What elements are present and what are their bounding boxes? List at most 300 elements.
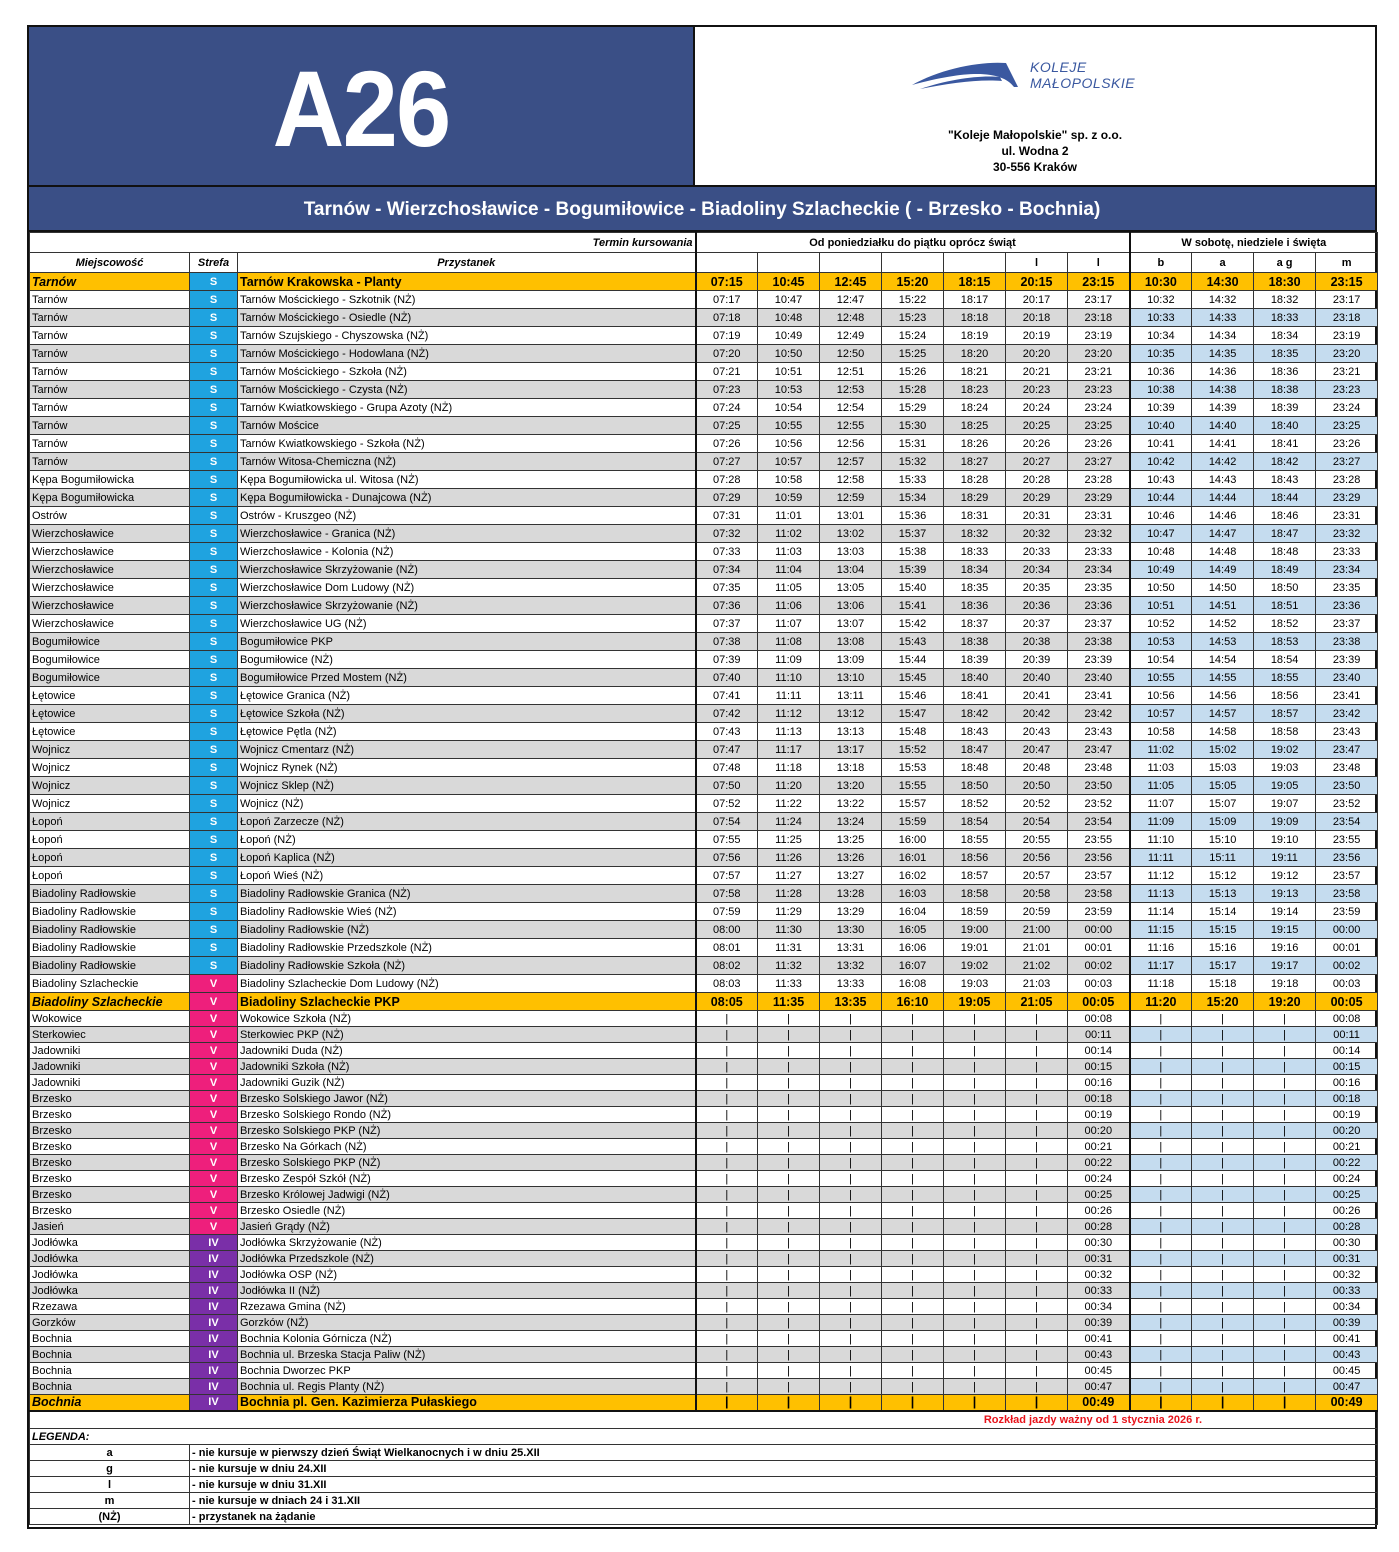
zone-badge: V [190,1107,238,1123]
operator-logo [910,57,1150,97]
weekend-departure: | [1192,1363,1254,1379]
weekend-departure: 11:20 [1130,993,1192,1011]
weekday-departure: | [944,1187,1006,1203]
weekday-departure: 20:32 [1006,525,1068,543]
timetable-row [30,831,1378,849]
weekday-departure: 08:03 [696,975,758,993]
weekend-departure: 11:11 [1130,849,1192,867]
weekday-departure: | [696,1123,758,1139]
weekend-departure: 10:55 [1130,669,1192,687]
zone-badge: S [190,345,238,363]
town-cell: Wierzchosławice [30,525,190,543]
weekend-departure: 10:53 [1130,633,1192,651]
weekday-departure: | [696,1219,758,1235]
stop-name: Wierzchosławice Dom Ludowy (NŻ) [238,579,696,597]
timetable-row [30,777,1378,795]
timetable-row [30,741,1378,759]
zone-badge: V [190,1171,238,1187]
zone-badge: S [190,651,238,669]
weekday-departure: | [944,1379,1006,1395]
weekday-departure: 15:57 [882,795,944,813]
stop-name: Łętowice Pętla (NŻ) [238,723,696,741]
weekend-departure: 23:26 [1316,435,1378,453]
weekend-departure: 14:53 [1192,633,1254,651]
weekend-departure: | [1254,1123,1316,1139]
stop-name: Wierzchosławice Skrzyżowanie (NŻ) [238,597,696,615]
zone-badge: S [190,867,238,885]
weekday-departure: 07:41 [696,687,758,705]
weekday-departure: 13:27 [820,867,882,885]
town-cell: Wojnicz [30,759,190,777]
zone-badge: V [190,1123,238,1139]
weekday-departure: | [1006,1235,1068,1251]
weekend-departure: 15:14 [1192,903,1254,921]
zone-badge: S [190,615,238,633]
weekend-departure: 10:33 [1130,309,1192,327]
weekday-departure: | [820,1299,882,1315]
weekend-departure: 23:43 [1316,723,1378,741]
stop-name: Jodłówka II (NŻ) [238,1283,696,1299]
town-cell: Jodłówka [30,1283,190,1299]
weekday-departure: | [1006,1043,1068,1059]
weekday-departure: 20:43 [1006,723,1068,741]
timetable-row [30,993,1378,1011]
timetable-row [30,1283,1378,1299]
weekday-departure: 18:27 [944,453,1006,471]
weekend-departure: 14:57 [1192,705,1254,723]
stop-name: Bochnia ul. Regis Planty (NŻ) [238,1379,696,1395]
weekday-departure: 20:28 [1006,471,1068,489]
weekday-departure: 13:32 [820,957,882,975]
weekday-departure: 11:13 [758,723,820,741]
weekend-departure: | [1192,1347,1254,1363]
valid-from-notice: Rozkład jazdy ważny od 1 stycznia 2026 r. [30,1411,1378,1429]
weekday-departure: 00:30 [1068,1235,1130,1251]
weekday-departure: | [696,1011,758,1027]
weekend-departure: 19:17 [1254,957,1316,975]
weekday-departure: 07:52 [696,795,758,813]
timetable-row [30,633,1378,651]
weekend-departure: 00:47 [1316,1379,1378,1395]
timetable-row [30,543,1378,561]
weekday-departure: | [820,1091,882,1107]
weekday-departure: | [882,1187,944,1203]
weekend-departure: 18:58 [1254,723,1316,741]
weekend-departure: 18:50 [1254,579,1316,597]
timetable-row [30,867,1378,885]
weekday-departure: 19:03 [944,975,1006,993]
weekend-departure: 14:33 [1192,309,1254,327]
weekend-departure: 10:40 [1130,417,1192,435]
zone-badge: V [190,1011,238,1027]
weekend-departure: 10:50 [1130,579,1192,597]
town-cell: Brzesko [30,1139,190,1155]
weekday-departure: 10:57 [758,453,820,471]
weekend-departure: 23:19 [1316,327,1378,345]
weekday-departure: 20:17 [1006,291,1068,309]
weekend-departure: | [1130,1315,1192,1331]
zone-badge: V [190,1091,238,1107]
weekend-departure: 18:39 [1254,399,1316,417]
weekday-departure: | [696,1395,758,1411]
weekday-departure: | [944,1283,1006,1299]
weekday-departure: 11:05 [758,579,820,597]
weekend-departure: 10:30 [1130,273,1192,291]
weekday-departure: 00:34 [1068,1299,1130,1315]
zone-badge: IV [190,1347,238,1363]
weekday-departure: 00:14 [1068,1043,1130,1059]
weekend-departure: 18:54 [1254,651,1316,669]
weekend-departure: 10:43 [1130,471,1192,489]
stop-name: Bogumiłowice PKP [238,633,696,651]
weekday-departure: 16:10 [882,993,944,1011]
weekday-departure: | [1006,1187,1068,1203]
weekday-departure: 15:32 [882,453,944,471]
timetable-row [30,939,1378,957]
weekday-departure: 18:34 [944,561,1006,579]
weekday-departure: | [1006,1155,1068,1171]
stop-name: Biadoliny Szlacheckie Dom Ludowy (NŻ) [238,975,696,993]
weekday-departure: 11:03 [758,543,820,561]
weekend-departure: 15:15 [1192,921,1254,939]
weekday-departure: 23:20 [1068,345,1130,363]
weekday-departure: | [820,1123,882,1139]
weekday-departure: 23:33 [1068,543,1130,561]
weekday-departure: | [696,1075,758,1091]
timetable-row [30,1363,1378,1379]
legend-description: - nie kursuje w dniu 24.XII [190,1461,1378,1477]
logo-line-1: KOLEJE [1030,59,1087,75]
weekend-departure: | [1254,1395,1316,1411]
weekend-departure: 19:11 [1254,849,1316,867]
weekend-departure: | [1130,1011,1192,1027]
weekday-departure: 23:37 [1068,615,1130,633]
weekday-departure: 15:45 [882,669,944,687]
weekday-departure: 10:56 [758,435,820,453]
town-cell: Wokowice [30,1011,190,1027]
timetable-frame [27,25,1377,1529]
weekday-departure: | [696,1139,758,1155]
zone-badge: S [190,507,238,525]
weekday-departure: 07:26 [696,435,758,453]
weekend-departure: 00:14 [1316,1043,1378,1059]
zone-badge: S [190,363,238,381]
weekday-departure: | [1006,1059,1068,1075]
town-cell: Wierzchosławice [30,597,190,615]
zone-badge: S [190,561,238,579]
stop-name: Brzesko Na Górkach (NŻ) [238,1139,696,1155]
weekday-departure: 23:34 [1068,561,1130,579]
weekday-departure: | [758,1331,820,1347]
stop-name: Brzesko Solskiego Jawor (NŻ) [238,1091,696,1107]
town-cell: Łopoń [30,867,190,885]
weekend-departure: 11:09 [1130,813,1192,831]
weekend-departure: | [1254,1075,1316,1091]
stop-name: Wojnicz Sklep (NŻ) [238,777,696,795]
weekend-course-note: m [1316,253,1378,273]
weekday-departure: | [882,1395,944,1411]
weekend-departure: | [1130,1075,1192,1091]
column-header-stop: Przystanek [238,253,696,273]
town-cell: Jasień [30,1219,190,1235]
legend-description: - nie kursuje w dniach 24 i 31.XII [190,1493,1378,1509]
weekday-departure: 23:48 [1068,759,1130,777]
legend-description: - nie kursuje w pierwszy dzień Świąt Wielkanocnych i w dniu 25.XII [190,1445,1378,1461]
weekday-departure: 10:55 [758,417,820,435]
weekend-course-note: b [1130,253,1192,273]
stop-name: Rzezawa Gmina (NŻ) [238,1299,696,1315]
weekend-departure: 10:36 [1130,363,1192,381]
zone-badge: S [190,903,238,921]
weekend-departure: 14:30 [1192,273,1254,291]
weekend-departure: 23:23 [1316,381,1378,399]
stop-name: Biadoliny Radłowskie (NŻ) [238,921,696,939]
weekday-departure: | [1006,1203,1068,1219]
stop-name: Jasień Grądy (NŻ) [238,1219,696,1235]
weekday-departure: 15:47 [882,705,944,723]
weekday-departure: 13:04 [820,561,882,579]
weekday-departure: 18:15 [944,273,1006,291]
weekday-departure: 07:42 [696,705,758,723]
timetable-row [30,471,1378,489]
weekend-departure: 19:18 [1254,975,1316,993]
weekday-departure: 20:52 [1006,795,1068,813]
weekday-departure: 20:18 [1006,309,1068,327]
weekday-departure: 07:57 [696,867,758,885]
weekday-departure: 23:40 [1068,669,1130,687]
stop-name: Łętowice Granica (NŻ) [238,687,696,705]
weekday-departure: | [820,1235,882,1251]
weekday-departure: 23:36 [1068,597,1130,615]
town-cell: Jadowniki [30,1059,190,1075]
stop-name: Łopoń Zarzecze (NŻ) [238,813,696,831]
stop-name: Bochnia Kolonia Górnicza (NŻ) [238,1331,696,1347]
stop-name: Bochnia Dworzec PKP [238,1363,696,1379]
weekday-departure: | [696,1251,758,1267]
town-cell: Tarnów [30,327,190,345]
weekend-departure: 11:17 [1130,957,1192,975]
stop-name: Tarnów Mościckiego - Szkotnik (NŻ) [238,291,696,309]
weekday-departure: 18:48 [944,759,1006,777]
weekday-departure: 07:54 [696,813,758,831]
stop-name: Kępa Bogumiłowicka - Dunajcowa (NŻ) [238,489,696,507]
weekday-departure: 23:54 [1068,813,1130,831]
weekday-departure: | [820,1395,882,1411]
timetable-row [30,1235,1378,1251]
weekday-departure: 12:54 [820,399,882,417]
weekend-departure: | [1130,1283,1192,1299]
weekday-departure: | [758,1283,820,1299]
weekend-departure: | [1192,1027,1254,1043]
weekday-departure: | [820,1267,882,1283]
weekend-departure: | [1254,1315,1316,1331]
weekday-departure: 23:31 [1068,507,1130,525]
weekend-departure: 00:21 [1316,1139,1378,1155]
weekday-departure: 15:23 [882,309,944,327]
stop-name: Brzesko Królowej Jadwigi (NŻ) [238,1187,696,1203]
weekend-departure: 10:58 [1130,723,1192,741]
weekday-departure: 20:39 [1006,651,1068,669]
weekday-departure: 11:35 [758,993,820,1011]
weekday-departure: 18:28 [944,471,1006,489]
weekday-departure: 23:42 [1068,705,1130,723]
town-cell: Łętowice [30,687,190,705]
weekday-departure: | [882,1091,944,1107]
weekday-departure: 00:20 [1068,1123,1130,1139]
weekday-departure: 20:33 [1006,543,1068,561]
weekend-departure: 11:12 [1130,867,1192,885]
weekday-departure: 21:05 [1006,993,1068,1011]
weekday-departure: 10:54 [758,399,820,417]
weekday-departure: 12:55 [820,417,882,435]
weekend-departure: 15:18 [1192,975,1254,993]
weekday-departure: 12:50 [820,345,882,363]
timetable-row [30,615,1378,633]
weekend-departure: 15:17 [1192,957,1254,975]
weekend-departure: | [1254,1267,1316,1283]
weekend-departure: 00:25 [1316,1187,1378,1203]
weekend-departure: | [1254,1379,1316,1395]
town-cell: Bochnia [30,1331,190,1347]
timetable-row [30,453,1378,471]
weekday-departure: 15:20 [882,273,944,291]
weekday-departure: 10:47 [758,291,820,309]
weekday-departure: | [944,1123,1006,1139]
timetable-row [30,579,1378,597]
town-cell: Tarnów [30,399,190,417]
weekend-departure: 14:34 [1192,327,1254,345]
weekday-departure: 18:35 [944,579,1006,597]
stop-name: Tarnów Mościckiego - Hodowlana (NŻ) [238,345,696,363]
weekend-departure: 00:26 [1316,1203,1378,1219]
weekend-departure: 23:21 [1316,363,1378,381]
zone-badge: S [190,921,238,939]
weekday-departure: 23:26 [1068,435,1130,453]
weekend-departure: 19:20 [1254,993,1316,1011]
weekday-departure: 07:47 [696,741,758,759]
weekday-departure: | [1006,1139,1068,1155]
weekday-departure: | [820,1107,882,1123]
weekend-departure: 00:19 [1316,1107,1378,1123]
weekday-departure: | [758,1139,820,1155]
stop-name: Bochnia ul. Brzeska Stacja Paliw (NŻ) [238,1347,696,1363]
weekend-departure: | [1192,1235,1254,1251]
weekday-departure: | [882,1203,944,1219]
weekend-departure: 11:14 [1130,903,1192,921]
weekday-departure: 18:36 [944,597,1006,615]
timetable-row [30,1203,1378,1219]
weekday-departure: 15:39 [882,561,944,579]
weekday-departure: 15:43 [882,633,944,651]
weekend-departure: 23:52 [1316,795,1378,813]
weekday-departure: | [696,1171,758,1187]
weekend-departure: 23:39 [1316,651,1378,669]
weekday-departure: 07:59 [696,903,758,921]
weekday-departure: 18:59 [944,903,1006,921]
weekday-departure: | [1006,1171,1068,1187]
weekend-departure: 23:55 [1316,831,1378,849]
town-cell: Sterkowiec [30,1027,190,1043]
timetable-row [30,957,1378,975]
weekday-departure: 07:24 [696,399,758,417]
timetable-row [30,669,1378,687]
weekday-departure: 15:52 [882,741,944,759]
weekend-departure: 18:36 [1254,363,1316,381]
town-cell: Brzesko [30,1107,190,1123]
weekend-departure: 14:35 [1192,345,1254,363]
weekday-departure: 00:26 [1068,1203,1130,1219]
weekday-departure: | [944,1043,1006,1059]
weekday-departure: 20:50 [1006,777,1068,795]
zone-badge: IV [190,1395,238,1411]
weekday-departure: | [696,1315,758,1331]
weekday-departure: 18:32 [944,525,1006,543]
timetable-row [30,489,1378,507]
weekday-departure: | [758,1091,820,1107]
weekday-departure: | [820,1059,882,1075]
zone-badge: V [190,1155,238,1171]
weekend-departure: | [1192,1075,1254,1091]
weekend-departure: | [1254,1027,1316,1043]
town-cell: Brzesko [30,1091,190,1107]
weekend-departure: 23:41 [1316,687,1378,705]
zone-badge: S [190,957,238,975]
weekday-departure: 21:03 [1006,975,1068,993]
weekday-departure: 23:55 [1068,831,1130,849]
weekend-departure: | [1254,1331,1316,1347]
weekday-departure: 20:29 [1006,489,1068,507]
zone-badge: S [190,399,238,417]
weekday-departure: | [820,1331,882,1347]
weekday-departure: | [882,1331,944,1347]
weekday-departure: 23:23 [1068,381,1130,399]
weekend-departure: | [1254,1043,1316,1059]
timetable-row [30,759,1378,777]
zone-badge: S [190,435,238,453]
weekend-departure: | [1192,1299,1254,1315]
weekday-departure: 20:34 [1006,561,1068,579]
town-cell: Brzesko [30,1171,190,1187]
weekday-departure: 23:25 [1068,417,1130,435]
timetable-row [30,1059,1378,1075]
weekday-departure: 13:03 [820,543,882,561]
weekend-departure: 18:51 [1254,597,1316,615]
weekday-departure: 15:28 [882,381,944,399]
weekend-departure: 00:41 [1316,1331,1378,1347]
weekend-departure: | [1130,1155,1192,1171]
weekday-departure: | [1006,1027,1068,1043]
logo-line-2: MAŁOPOLSKIE [1030,75,1136,91]
weekday-departure: 15:53 [882,759,944,777]
weekend-departure: 23:18 [1316,309,1378,327]
weekday-departure: 16:08 [882,975,944,993]
town-cell: Łętowice [30,723,190,741]
weekday-departure: 20:21 [1006,363,1068,381]
weekend-departure: | [1254,1059,1316,1075]
zone-badge: S [190,453,238,471]
timetable-row [30,399,1378,417]
weekday-departure: | [882,1267,944,1283]
weekend-departure: | [1130,1203,1192,1219]
town-cell: Tarnów [30,381,190,399]
zone-badge: V [190,1187,238,1203]
weekday-departure: 15:25 [882,345,944,363]
town-cell: Biadoliny Radłowskie [30,939,190,957]
zone-badge: V [190,1075,238,1091]
weekend-departure: 00:00 [1316,921,1378,939]
zone-badge: S [190,633,238,651]
weekend-departure: 10:42 [1130,453,1192,471]
